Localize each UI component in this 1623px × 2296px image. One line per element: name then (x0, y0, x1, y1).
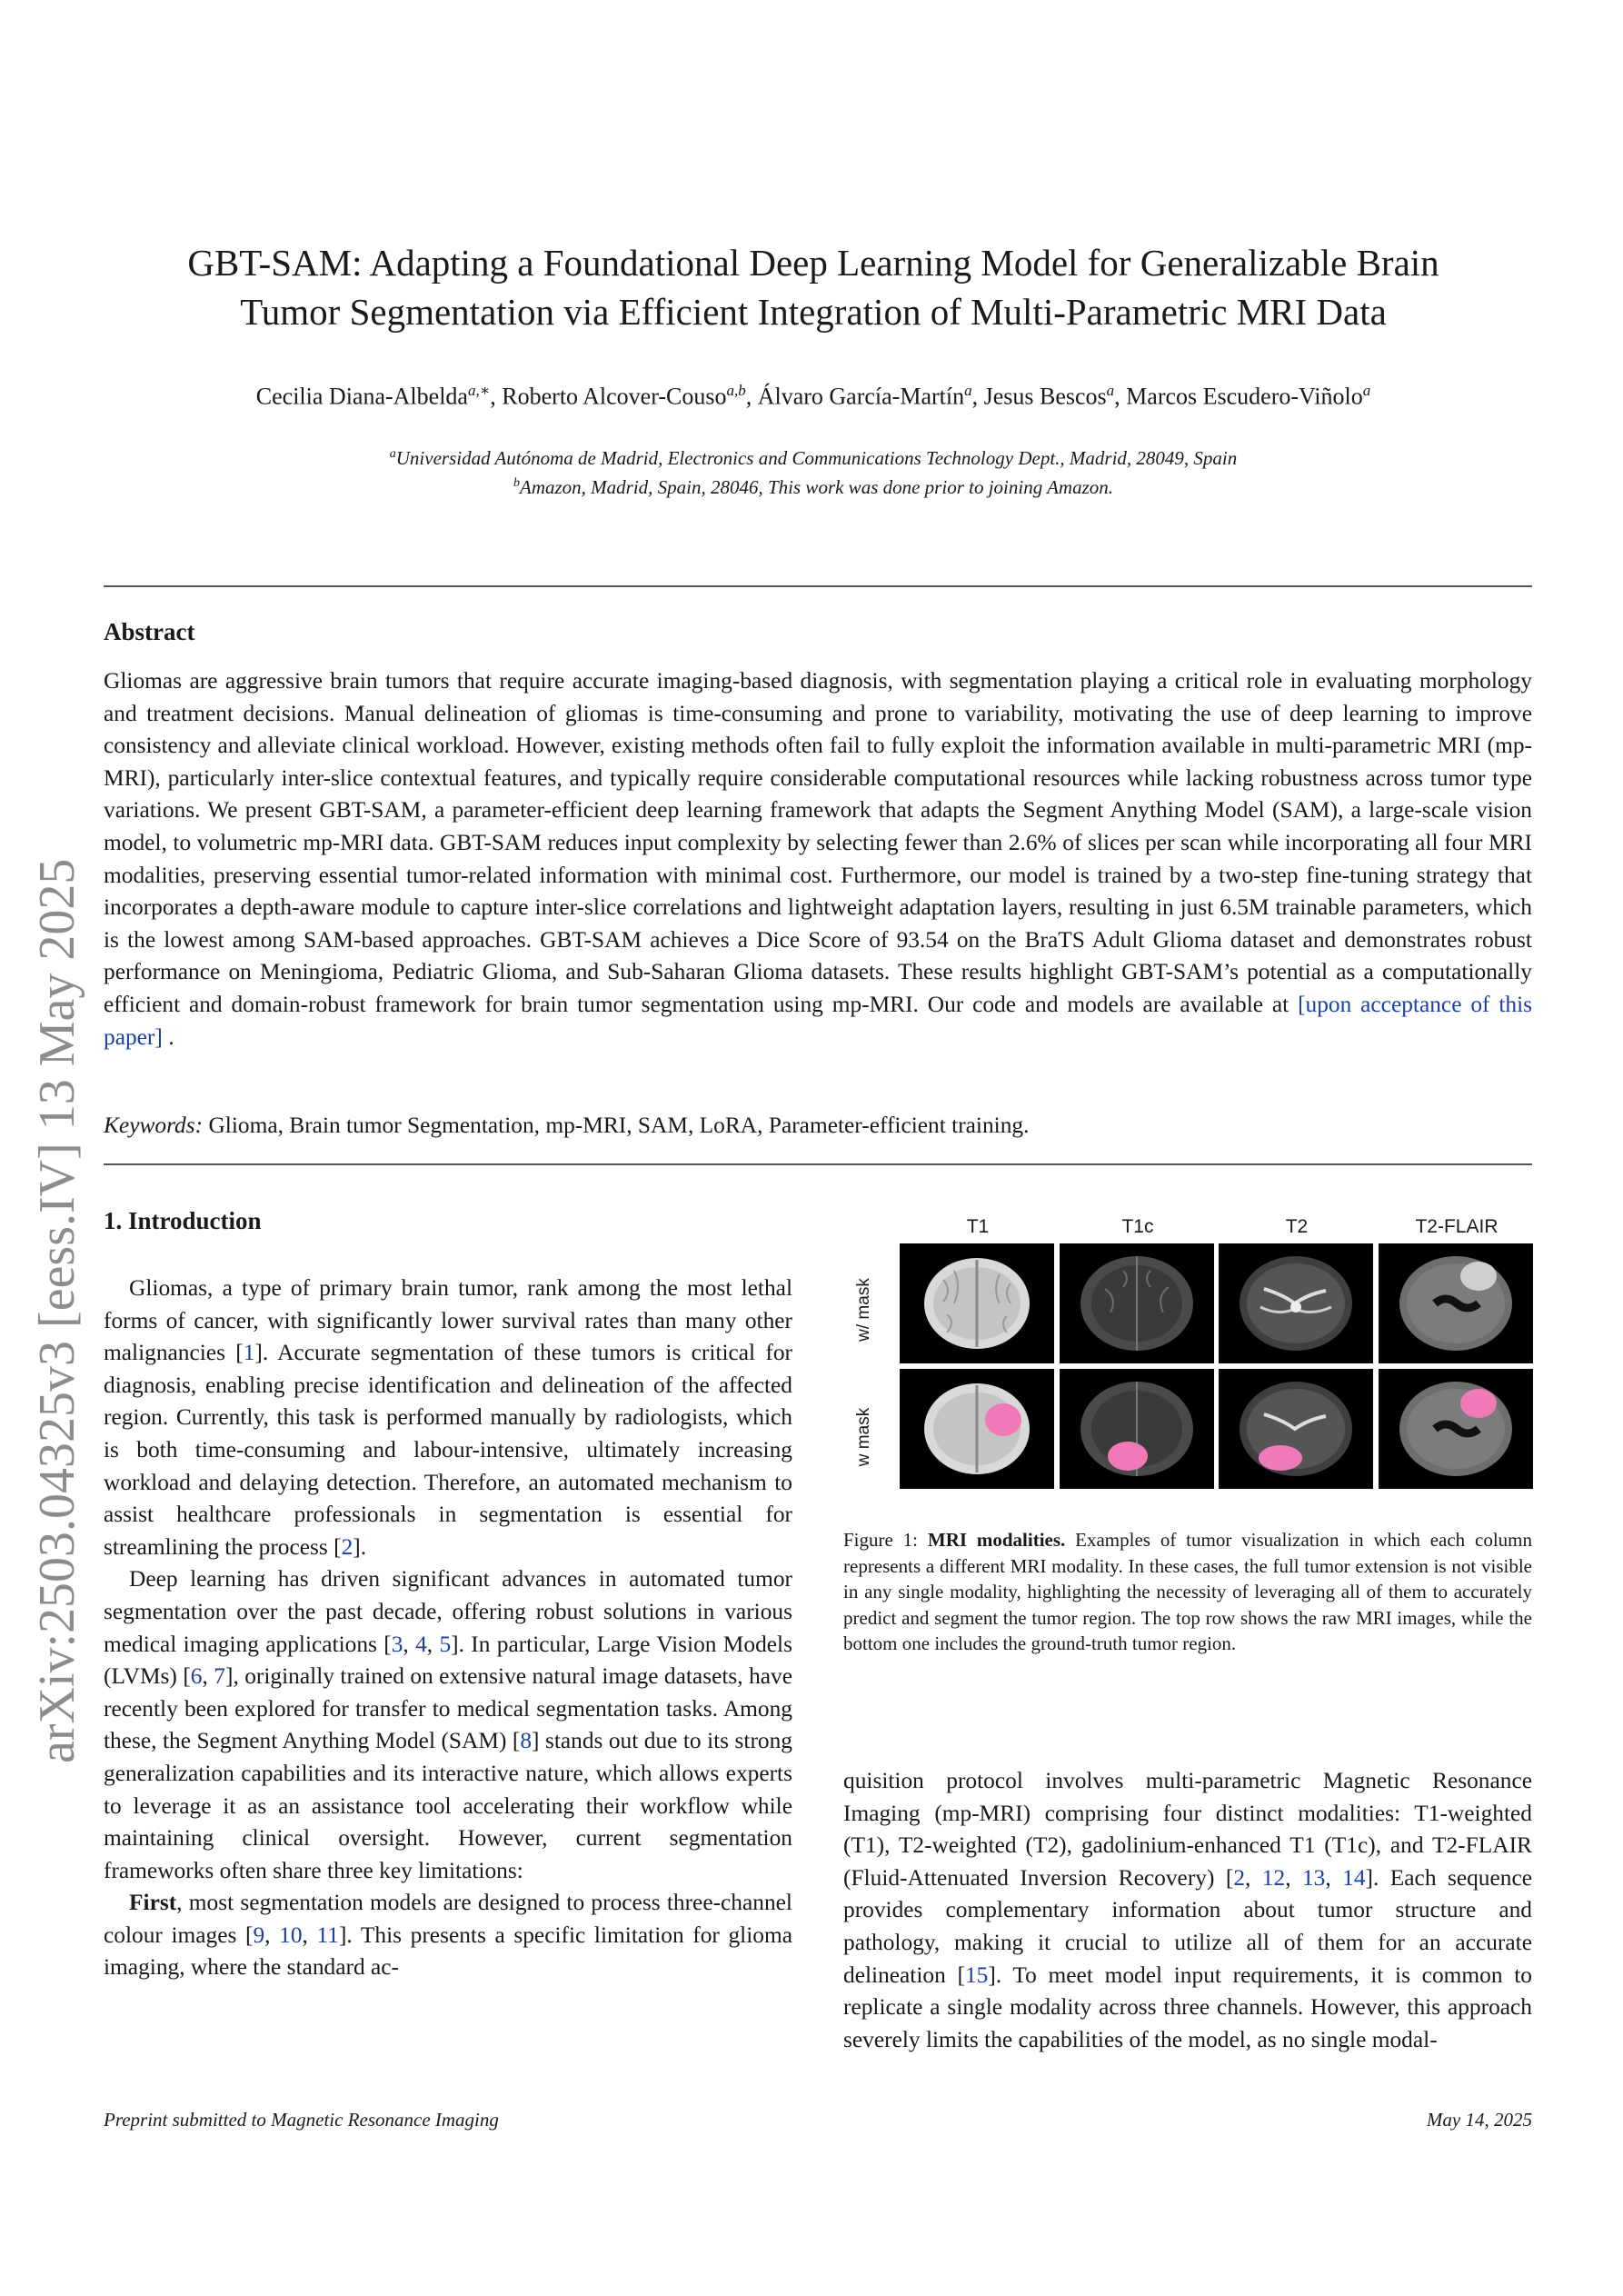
affiliation (136, 442, 1490, 471)
mri-t2-raw (1219, 1243, 1373, 1363)
text-run: ]. This presents a specific limitation for glioma imaging, where the standard ac- (104, 1922, 793, 1981)
tumor-mask (1108, 1442, 1148, 1471)
text-run: ] stands out due to its strong generalization capabilities and its interactive nature, which allows experts to leverage it as an assistance tool accelerating their workflow while maintaining clinical oversight. However, current segmentation frameworks often share three key limitations: (104, 1728, 792, 1883)
abstract-heading: Abstract (104, 618, 195, 645)
text-run: Gliomas, a type of primary brain tumor, rank among the most lethal forms of cancer, with significantly lower survival rates than many other malignancies [ (104, 1275, 792, 1366)
text-run: ], originally trained on extensive natural image datasets, have recently been explored for transfer to medical segmentation tasks. Among these, the Segment Anything Model (SAM) [ (104, 1663, 792, 1754)
caption-text: Examples of tumor visualization in which each column represents a different MRI modality. In these cases, the full tumor extension is not visible in any single modality, highlighting the necessity of leveraging all of them to accurately predict and segment the tumor region. The top row shows the raw MRI images, while the bottom one includes the ground-truth tumor region. (843, 1529, 1532, 1655)
text-run: ]. To meet model input requirements, it is common to replicate a single modality across three channels. However, this approach severely limits the capabilities of the model, as no single modal- (843, 1962, 1532, 2052)
column-label-t2-flair: T2-FLAIR (1415, 1216, 1499, 1237)
text-run: , (1325, 1864, 1343, 1891)
abstract-text: Gliomas are aggressive brain tumors that require accurate imaging-based diagnosis, with segmentation playing a critical role in evaluating morphology and treatment decisions. Manual delineation of gliomas is time-consuming and prone to variability, motivating the use of deep learning to improve consistency and alleviate clinical workload. However, existing methods often fail to fully exploit the information available in multi-parametric MRI (mp-MRI), particularly inter-slice contextual features, and typically require considerable computational resources while lacking robustness across tumor type variations. We present GBT-SAM, a parameter-efficient deep learning framework that adapts the Segment Anything Model (SAM), a large-scale vision model, to volumetric mp-MRI data. GBT-SAM reduces input complexity by selecting fewer than 2.6% of slices per scan while incorporating all four MRI modalities, preserving essential tumor-related information with minimal cost. Furthermore, our model is trained by a two-step fine-tuning strategy that incorporates a depth-aware module to capture inter-slice correlations and lightweight adaptation layers, resulting in just 6.5M trainable parameters, which is the lowest among SAM-based approaches. GBT-SAM achieves a Dice Score of 93.54 on the BraTS Adult Glioma dataset and demonstrates robust performance on Meningioma, Pediatric Glioma, and Sub-Saharan Glioma datasets. These results highlight GBT-SAM’s potential as a computationally efficient and domain-robust framework for brain tumor segmentation using mp-MRI. Our code and models are available at (104, 668, 1532, 1017)
citation-link[interactable]: 1 (243, 1340, 255, 1366)
text-run: ]. Accurate segmentation of these tumors is critical for diagnosis, enabling precise identification and delineation of the affected region. Currently, this task is performed manually by radiologists, which is both time-consuming and labour-intensive, ultimately increasing workload and delaying detection. Therefore, an automated mechanism to assist healthcare professionals in segmentation is essential for streamlining the process [ (104, 1340, 792, 1560)
author-affiliation-mark: a,b (726, 382, 746, 399)
text-run: , (1245, 1864, 1262, 1891)
citation-link[interactable]: 2 (341, 1533, 353, 1560)
author-name: Álvaro García-Martín (757, 383, 965, 410)
row-label-without-mask: w/ mask (854, 1278, 873, 1342)
citation-link[interactable]: 15 (964, 1962, 989, 1988)
mri-t1c-raw (1060, 1243, 1214, 1363)
affiliation (136, 471, 1490, 500)
text-run: , (426, 1631, 440, 1657)
mri-t1-raw (900, 1243, 1054, 1363)
title-line-2: Tumor Segmentation via Efficient Integration of Multi-Parametric MRI Data (240, 291, 1387, 333)
citation-link[interactable]: 8 (520, 1728, 533, 1754)
footer-journal: Preprint submitted to Magnetic Resonance Imaging (104, 2109, 499, 2131)
column-label-t1: T1 (966, 1216, 990, 1237)
affiliation-text: Universidad Autónoma de Madrid, Electronics and Communications Technology Dept., Madrid, 28049, Spain (395, 447, 1238, 469)
text-run: , (202, 1663, 214, 1690)
left-column (104, 1273, 792, 1984)
author-name: Roberto Alcover-Couso (502, 383, 727, 410)
author-separator: , (745, 383, 758, 410)
author-affiliation-mark: a (1106, 382, 1115, 399)
citation-link[interactable]: 13 (1301, 1864, 1326, 1891)
text-run: , (302, 1922, 317, 1948)
intro-paragraph-2 (104, 1563, 792, 1887)
paper-title (136, 238, 1490, 336)
caption-bold: MRI modalities. (927, 1529, 1066, 1551)
citation-link[interactable]: 7 (214, 1663, 225, 1690)
citation-link[interactable]: 3 (391, 1631, 403, 1657)
right-column (843, 1765, 1532, 2056)
citation-link[interactable]: 14 (1342, 1864, 1366, 1891)
tumor-mask (1259, 1445, 1302, 1471)
mri-t1c-mask (1060, 1369, 1214, 1489)
title-line-1: GBT-SAM: Adapting a Foundational Deep Learning Model for Generalizable Brain (187, 242, 1439, 284)
author-separator: , (1114, 383, 1127, 410)
author-affiliation-mark: a (964, 382, 972, 399)
code-link[interactable]: [upon acceptance of this paper] (104, 991, 1533, 1050)
author-separator: , (490, 383, 503, 410)
author-affiliation-mark: a,∗ (467, 382, 491, 399)
text-run: ]. (353, 1533, 367, 1560)
affiliation-mark: a (389, 447, 396, 461)
text-run: , (1285, 1864, 1302, 1891)
arxiv-stamp: arXiv:2503.04325v3 [eess.IV] 13 May 2025 (29, 858, 85, 1763)
intro-paragraph-3 (104, 1887, 792, 1984)
intro-paragraph-1 (104, 1273, 792, 1563)
citation-link[interactable]: 11 (316, 1922, 339, 1948)
text-run: , (264, 1922, 280, 1948)
text-run: quisition protocol involves multi-parametric Magnetic Resonance Imaging (mp-MRI) comprising four distinct modalities: T1-weighted (T1), T2-weighted (T2), gadolinium-enhanced T1 (T1c), and T2-FLAIR (Fluid-Attenuated Inversion Recovery) [ (843, 1768, 1532, 1891)
keywords-text: Glioma, Brain tumor Segmentation, mp-MRI, SAM, LoRA, Parameter-efficient training. (208, 1113, 1030, 1138)
citation-link[interactable]: 12 (1261, 1864, 1286, 1891)
right-paragraph-1 (843, 1765, 1532, 2056)
author-list (136, 382, 1490, 411)
author-name: Jesus Bescos (983, 383, 1107, 410)
citation-link[interactable]: 4 (415, 1631, 427, 1657)
footer-date: May 14, 2025 (1426, 2109, 1532, 2131)
author-name: Marcos Escudero-Viñolo (1126, 383, 1363, 410)
affiliation-mark: b (513, 476, 520, 490)
author-affiliation-mark: a (1362, 382, 1371, 399)
first-bold: First (129, 1890, 177, 1916)
text-run: ]. Each sequence provides complementary information about tumor structure and pathology, making it crucial to utilize all of them for an accurate delineation [ (843, 1864, 1532, 1988)
abstract-body (104, 665, 1532, 1053)
text-run: ]. In particular, Large Vision Models (LVMs) [ (104, 1631, 792, 1690)
citation-link[interactable]: 2 (1233, 1864, 1246, 1891)
author-name: Cecilia Diana-Albelda (255, 383, 468, 410)
figure-1-caption (843, 1527, 1532, 1657)
affiliation-text: Amazon, Madrid, Spain, 28046, This work was done prior to joining Amazon. (520, 476, 1113, 498)
mri-t1-mask (900, 1369, 1054, 1489)
author-separator: , (971, 383, 984, 410)
tumor-mask (985, 1403, 1021, 1436)
citation-link[interactable]: 9 (253, 1922, 265, 1948)
keywords (104, 1113, 1532, 1139)
text-run: , most segmentation models are designed to process three-channel colour images [ (104, 1890, 792, 1948)
citation-link[interactable]: 6 (190, 1663, 203, 1690)
text-run: , (403, 1631, 416, 1657)
affiliation-list (136, 442, 1490, 500)
citation-link[interactable]: 5 (439, 1631, 452, 1657)
abstract-end: . (162, 1023, 174, 1050)
figure-1 (843, 1216, 1532, 1489)
column-label-t1c: T1c (1121, 1216, 1154, 1237)
mri-t2-flair-mask (1379, 1369, 1533, 1489)
intro-paragraph-3-text (104, 1890, 792, 1980)
column-label-t2: T2 (1285, 1216, 1309, 1237)
mri-t2-mask (1219, 1369, 1373, 1489)
section-heading-introduction: 1. Introduction (104, 1207, 262, 1234)
citation-link[interactable]: 10 (279, 1922, 303, 1948)
caption-label: Figure 1: (843, 1529, 919, 1551)
abstract-bottom-rule (104, 1163, 1532, 1165)
keywords-label: Keywords: (104, 1113, 204, 1138)
tumor-mask (1460, 1389, 1497, 1418)
top-rule (104, 585, 1532, 587)
row-label-with-mask: w mask (854, 1407, 873, 1467)
mri-t2-flair-raw (1379, 1243, 1533, 1363)
text-run: Deep learning has driven significant advances in automated tumor segmentation over the past decade, offering robust solutions in various medical imaging applications [ (104, 1566, 792, 1657)
